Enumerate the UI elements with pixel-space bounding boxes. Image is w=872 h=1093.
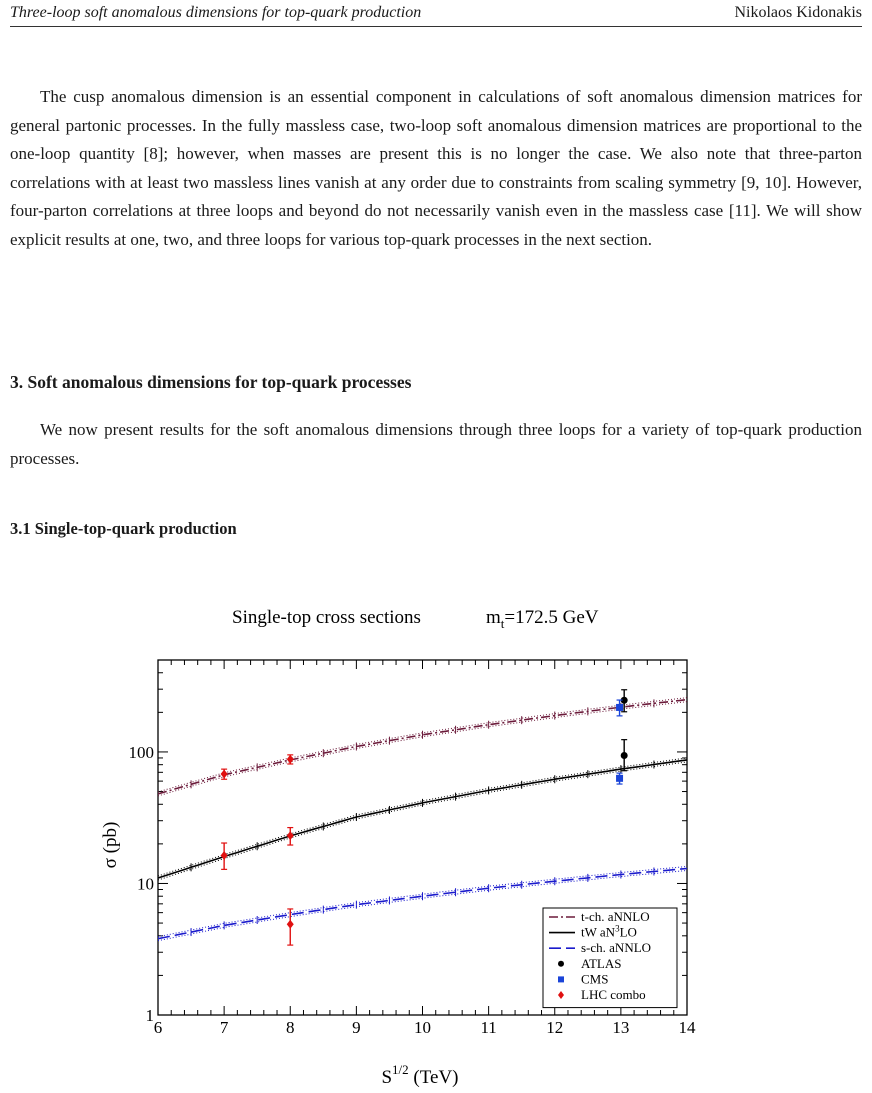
legend-label: ATLAS xyxy=(581,955,622,971)
measurement-point-atlas xyxy=(621,752,628,759)
y-tick-label: 10 xyxy=(137,874,154,894)
y-tick-label: 1 xyxy=(145,1006,154,1025)
series-band-1 xyxy=(158,758,687,876)
paper-title: Three-loop soft anomalous dimensions for top-quark production xyxy=(10,4,422,21)
x-tick-label: 10 xyxy=(414,1018,431,1037)
x-tick-label: 13 xyxy=(612,1018,630,1037)
running-head xyxy=(10,0,862,27)
measurement-point-cms xyxy=(616,775,623,782)
chart-mass-label: $m_t=172.5$ GeV xyxy=(486,607,599,631)
measurement-point-lhc-combo xyxy=(221,851,228,860)
x-tick-label: 11 xyxy=(480,1018,497,1037)
x-tick-label: 6 xyxy=(153,1018,163,1037)
section-heading: 3. Soft anomalous dimensions for top-quark processes xyxy=(10,372,412,392)
legend-label: t-ch. aNNLO xyxy=(581,909,650,924)
measurement-point-lhc-combo xyxy=(287,920,294,929)
series-line-1 xyxy=(158,760,687,878)
x-tick-label: 7 xyxy=(219,1018,229,1037)
legend-marker xyxy=(558,976,564,982)
series-band-1 xyxy=(158,762,687,880)
plot-area xyxy=(129,660,697,1037)
x-tick-label: 12 xyxy=(546,1018,564,1037)
series-band-0 xyxy=(158,702,687,796)
measurement-point-cms xyxy=(616,704,623,711)
x-axis-label: $S^{1/2}$ (TeV) xyxy=(381,1062,459,1088)
legend-label: tW $aN^3LO$ xyxy=(581,923,637,940)
y-axis-label: σ (pb) xyxy=(100,821,121,869)
x-tick-label: 9 xyxy=(352,1018,361,1037)
chart-title: Single-top cross sections xyxy=(232,607,421,628)
author-name: Nikolaos Kidonakis xyxy=(734,4,862,21)
subsection-heading: 3.1 Single-top-quark production xyxy=(10,519,237,538)
legend-label: CMS xyxy=(581,971,609,987)
legend-label: LHC combo xyxy=(581,987,646,1002)
measurement-point-lhc-combo xyxy=(287,831,294,840)
y-tick-label: 100 xyxy=(128,742,154,762)
single-top-cross-section-chart xyxy=(0,595,872,1093)
x-tick-label: 8 xyxy=(286,1018,295,1037)
measurement-point-lhc-combo xyxy=(287,755,294,764)
legend-label: s-ch. aNNLO xyxy=(581,940,652,956)
paragraph-1: The cusp anomalous dimension is an essential component in calculations of soft anomalous dimension matrices for general partonic processes. In the fully massless case, two-loop soft anomalous dimension matrices are proportional to the one-loop quantity [8]; however, when masses are present this is no longer the case. We also note that three-parton correlations with at least two massless lines vanish at any order due to constraints from scaling symmetry [9, 10]. However, four-parton correlations at three loops and beyond do not necessarily vanish even in the massless case [11]. We will show explicit results at one, two, and three loops for various top-quark processes in the next section. xyxy=(10,87,862,249)
legend-marker xyxy=(558,961,564,967)
paragraph-2: We now present results for the soft anomalous dimensions through three loops for a variety of top-quark production processes. xyxy=(10,420,862,468)
series-band-0 xyxy=(158,698,687,792)
x-tick-label: 14 xyxy=(678,1018,696,1037)
series-line-0 xyxy=(158,700,687,794)
